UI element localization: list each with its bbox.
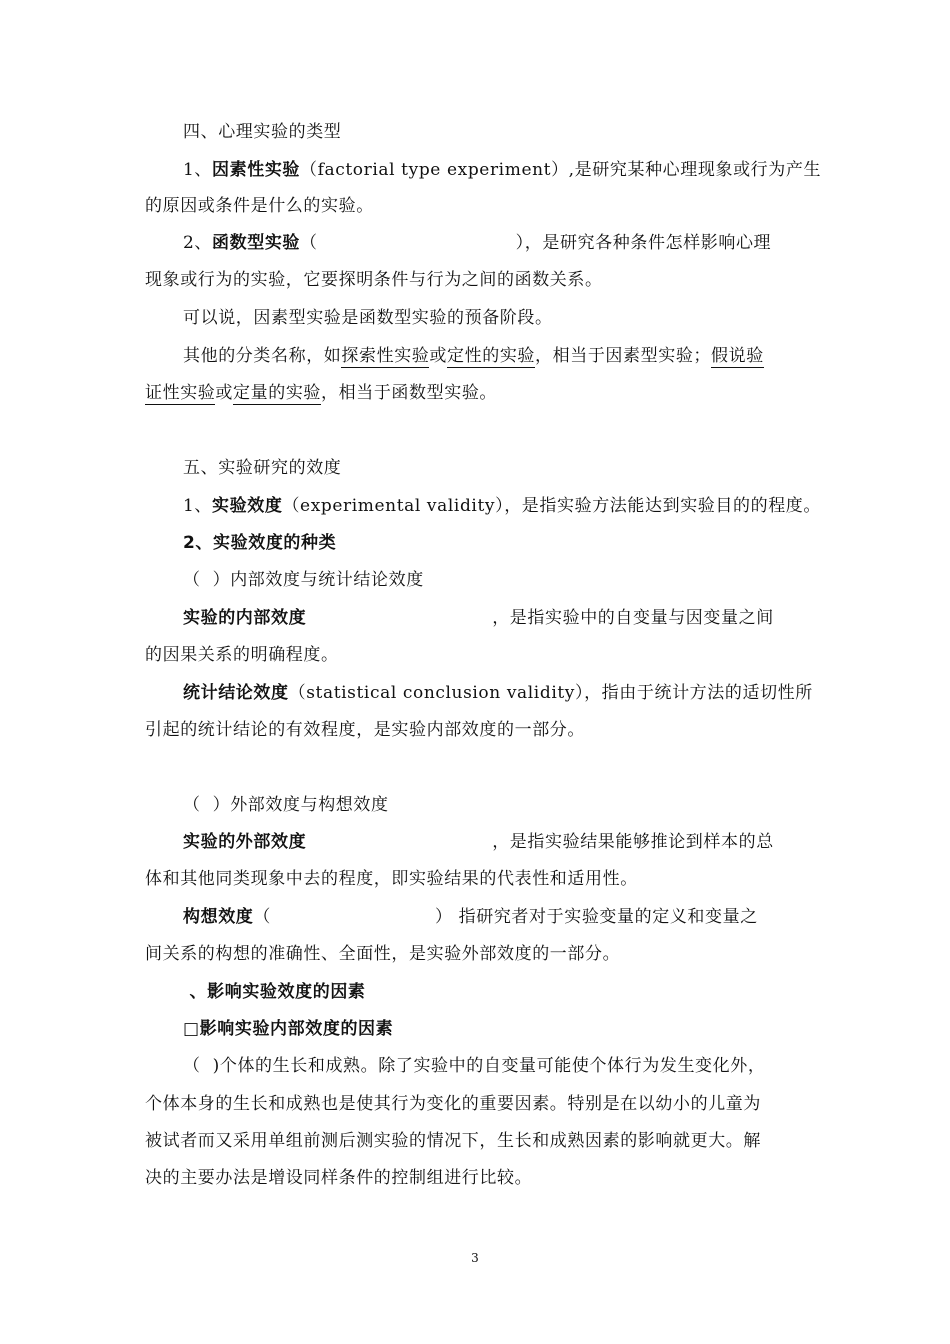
- item-number: 2、: [183, 233, 213, 253]
- other-names-line-1: [183, 345, 764, 367]
- maturation-line-4: 决的主要办法是增设同样条件的控制组进行比较。: [145, 1168, 533, 1188]
- validity-types-heading: 2、实验效度的种类: [183, 533, 337, 553]
- statistical-validity-line-1: [183, 682, 813, 704]
- definition-text: （statistical conclusion validity），指由于统计方法的适切性所: [288, 683, 813, 703]
- definition-text: ），是研究各种条件怎样影响心理: [515, 233, 772, 253]
- definition-text: ，是指实验结果能够推论到样本的总: [492, 832, 774, 852]
- text: 或: [429, 346, 448, 366]
- section-5-heading: 五、实验研究的效度: [183, 458, 342, 478]
- term-experimental-validity: 实验效度: [212, 496, 283, 516]
- factorial-experiment-line-2: 的原因或条件是什么的实验。: [145, 196, 374, 216]
- text: 或: [215, 383, 234, 403]
- definition-text: （experimental validity），是指实验方法能达到实验目的的程度。: [282, 496, 821, 516]
- internal-factors-heading: □影响实验内部效度的因素: [183, 1019, 394, 1039]
- definition-text: （factorial type experiment）,是研究某种心理现象或行为产生: [300, 160, 822, 180]
- definition-text: ） 指研究者对于实验变量的定义和变量之: [435, 907, 758, 927]
- maturation-line-3: 被试者而又采用单组前测后测实验的情况下，生长和成熟因素的影响就更大。解: [145, 1131, 761, 1151]
- term-hypothesis-rest: 证性实验: [145, 383, 216, 403]
- construct-validity-line-1: [183, 906, 758, 928]
- page-number: 3: [471, 1251, 479, 1265]
- external-validity-subheading: （ ）外部效度与构想效度: [183, 795, 389, 815]
- other-names-line-2: [145, 382, 497, 404]
- term-quantitative: 定量的实验: [233, 383, 322, 403]
- term-functional: 函数型实验: [212, 233, 301, 253]
- validity-factors-heading: 、影响实验效度的因素: [183, 982, 366, 1002]
- open-paren: （: [300, 233, 318, 253]
- construct-validity-line-2: 间关系的构想的准确性、全面性，是实验外部效度的一部分。: [145, 944, 621, 964]
- term-hypothesis-part: 假说验: [711, 346, 764, 366]
- term-statistical-validity: 统计结论效度: [183, 683, 289, 703]
- internal-validity-line-2: 的因果关系的明确程度。: [145, 645, 339, 665]
- functional-experiment-line-1: [183, 232, 771, 254]
- open-paren: （: [253, 907, 272, 927]
- functional-experiment-line-2: 现象或行为的实验，它要探明条件与行为之间的函数关系。: [145, 270, 603, 290]
- internal-validity-subheading: （ ）内部效度与统计结论效度: [183, 570, 424, 590]
- section-4-heading: 四、心理实验的类型: [183, 122, 342, 142]
- external-validity-line-1: [183, 831, 774, 853]
- term-external-validity: 实验的外部效度: [183, 832, 307, 852]
- text: ，相当于因素型实验；: [535, 346, 712, 366]
- item-number: 1、: [183, 496, 213, 516]
- term-internal-validity: 实验的内部效度: [183, 608, 307, 628]
- experimental-validity-line: [183, 495, 821, 517]
- term-qualitative: 定性的实验: [447, 346, 536, 366]
- statistical-validity-line-2: 引起的统计结论的有效程度，是实验内部效度的一部分。: [145, 720, 585, 740]
- text: ，相当于函数型实验。: [321, 383, 498, 403]
- external-validity-line-2: 体和其他同类现象中去的程度，即实验结果的代表性和适用性。: [145, 869, 638, 889]
- term-construct-validity: 构想效度: [183, 907, 254, 927]
- maturation-line-1: （ )个体的生长和成熟。除了实验中的自变量可能使个体行为发生变化外，: [183, 1056, 766, 1076]
- term-factorial: 因素性实验: [212, 160, 301, 180]
- definition-text: ，是指实验中的自变量与因变量之间: [492, 608, 774, 628]
- preparatory-stage-line: 可以说，因素型实验是函数型实验的预备阶段。: [183, 308, 553, 328]
- factorial-experiment-line-1: [183, 159, 821, 181]
- internal-validity-line-1: [183, 607, 774, 629]
- maturation-line-2: 个体本身的生长和成熟也是使其行为变化的重要因素。特别是在以幼小的儿童为: [145, 1094, 761, 1114]
- item-number: 1、: [183, 160, 213, 180]
- text: 其他的分类名称，如: [183, 346, 342, 366]
- term-exploratory: 探索性实验: [341, 346, 430, 366]
